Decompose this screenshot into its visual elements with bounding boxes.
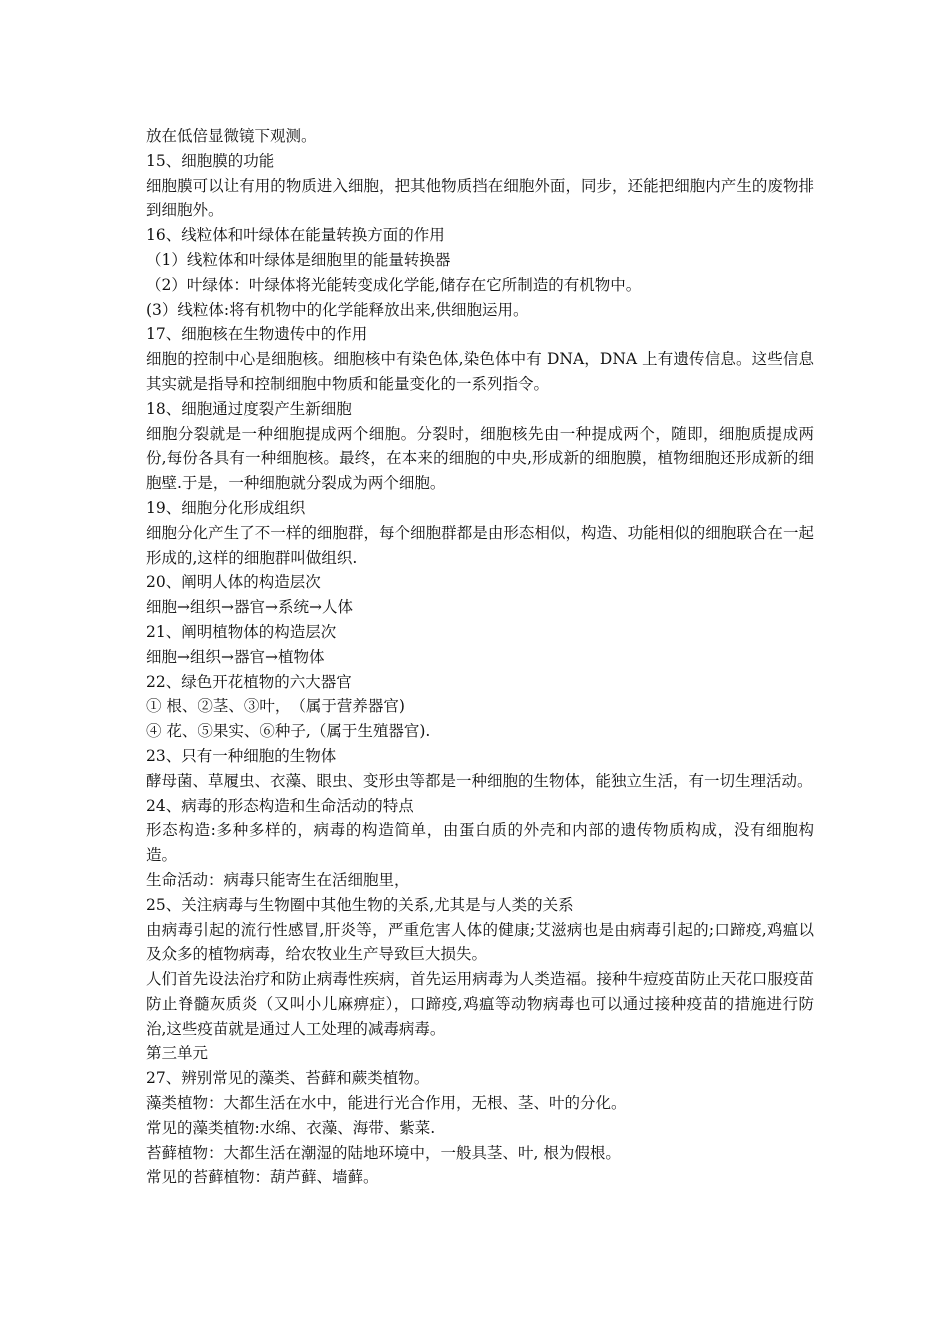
section-heading-15: 15、细胞膜的功能 [146, 151, 275, 170]
text-line: ④ 花、⑤果实、⑥种子,（属于生殖器官). [146, 722, 431, 741]
paragraph-virus-structure: 形态构造:多种多样的，病毒的构造简单，由蛋白质的外壳和内部的遗传物质构成，没有细胞构造。 [146, 821, 814, 865]
section-heading-23: 23、只有一种细胞的生物体 [146, 746, 337, 765]
text-line: 细胞→组织→器官→植物体 [146, 647, 325, 666]
unit-heading: 第三单元 [146, 1044, 209, 1063]
section-heading-24: 24、病毒的形态构造和生命活动的特点 [146, 796, 414, 815]
text-line: 藻类植物：大都生活在水中，能进行光合作用，无根、茎、叶的分化。 [146, 1094, 627, 1113]
text-line: （1）线粒体和叶绿体是细胞里的能量转换器 [146, 250, 451, 269]
paragraph-cell-division: 细胞分裂就是一种细胞提成两个细胞。分裂时，细胞核先由一种提成两个，随即，细胞质提成两份,每份各具有一种细胞核。最终，在本来的细胞的中央,形成新的细胞膜，植物细胞还形成新的细胞壁.于是，一种细胞就分裂成为两个细胞。 [146, 424, 814, 493]
text-line: ① 根、②茎、③叶， （属于营养器官) [146, 697, 405, 716]
section-heading-19: 19、细胞分化形成组织 [146, 498, 306, 517]
paragraph-single-cell: 酵母菌、草履虫、衣藻、眼虫、变形虫等都是一种细胞的生物体，能独立生活，有一切生理活动。 [146, 771, 813, 790]
text-line: 苔藓植物：大都生活在潮湿的陆地环境中，一般具茎、叶, 根为假根。 [146, 1143, 621, 1162]
document-page [146, 124, 814, 1190]
section-heading-16: 16、线粒体和叶绿体在能量转换方面的作用 [146, 226, 445, 245]
text-line: 生命活动：病毒只能寄生在活细胞里， [146, 870, 410, 889]
section-heading-18: 18、细胞通过度裂产生新细胞 [146, 399, 352, 418]
section-heading-22: 22、绿色开花植物的六大器官 [146, 672, 352, 691]
section-heading-20: 20、阐明人体的构造层次 [146, 573, 321, 592]
section-heading-17: 17、细胞核在生物遗传中的作用 [146, 325, 368, 344]
text-line: 常见的藻类植物:水绵、衣藻、海带、紫菜. [146, 1118, 436, 1137]
text-line: 细胞→组织→器官→系统→人体 [146, 598, 353, 617]
text-line: (3）线粒体:将有机物中的化学能释放出来,供细胞运用。 [146, 300, 529, 319]
paragraph-virus-harm: 由病毒引起的流行性感冒,肝炎等，严重危害人体的健康;艾滋病也是由病毒引起的;口蹄疫,鸡瘟以及众多的植物病毒，给农牧业生产导致巨大损失。 [146, 920, 814, 964]
section-heading-27: 27、辨别常见的藻类、苔藓和蕨类植物。 [146, 1069, 430, 1088]
paragraph-vaccines: 人们首先设法治疗和防止病毒性疾病，首先运用病毒为人类造福。接种牛痘疫苗防止天花口服疫苗防止脊髓灰质炎（又叫小儿麻痹症），口蹄疫,鸡瘟等动物病毒也可以通过接种疫苗的措施进行防治,这些疫苗就是通过人工处理的减毒病毒。 [146, 970, 814, 1038]
section-heading-25: 25、关注病毒与生物圈中其他生物的关系,尤其是与人类的关系 [146, 895, 574, 914]
section-heading-21: 21、阐明植物体的构造层次 [146, 622, 337, 641]
paragraph-differentiation: 细胞分化产生了不一样的细胞群，每个细胞群都是由形态相似，构造、功能相似的细胞联合在一起形成的,这样的细胞群叫做组织. [146, 523, 814, 567]
text-line: 放在低倍显微镜下观测。 [146, 127, 317, 145]
paragraph-nucleus: 细胞的控制中心是细胞核。细胞核中有染色体,染色体中有 DNA，DNA 上有遗传信息。这些信息其实就是指导和控制细胞中物质和能量变化的一系列指令。 [146, 350, 814, 393]
paragraph-cell-membrane: 细胞膜可以让有用的物质进入细胞，把其他物质挡在细胞外面，同步，还能把细胞内产生的废物排到细胞外。 [146, 176, 814, 220]
text-line: （2）叶绿体：叶绿体将光能转变成化学能,储存在它所制造的有机物中。 [146, 275, 642, 294]
text-line: 常见的苔藓植物：葫芦藓、墙藓。 [146, 1168, 379, 1187]
